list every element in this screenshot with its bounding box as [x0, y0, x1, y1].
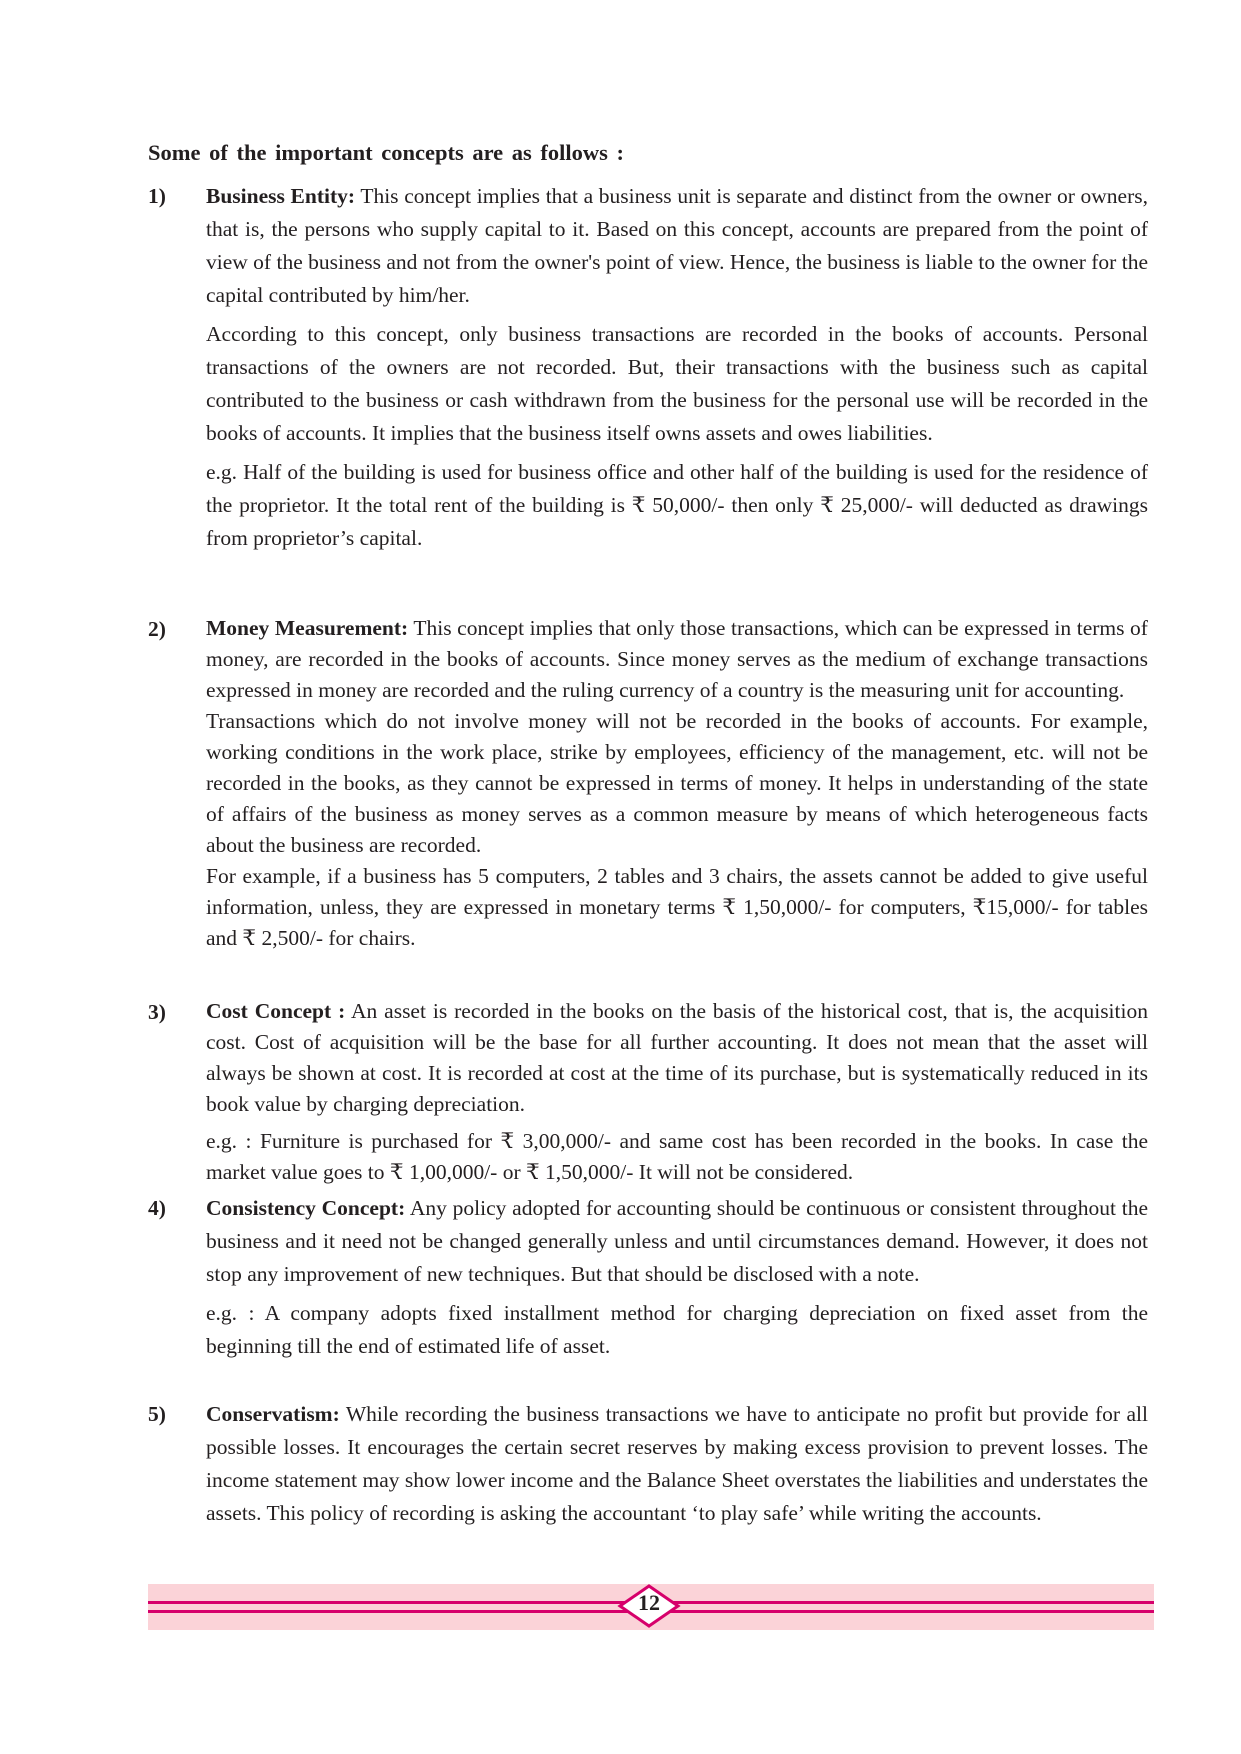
item-heading: Consistency Concept: [206, 1196, 406, 1220]
item-number: 5) [148, 1402, 166, 1426]
item-body [206, 180, 1148, 555]
item-heading: Cost Concept : [206, 999, 346, 1023]
item-heading: Money Measurement: [206, 616, 409, 640]
item-body [206, 613, 1148, 954]
item-number: 3) [148, 1000, 166, 1024]
concept-item-money-measurement [148, 613, 1148, 954]
item-example: e.g. Half of the building is used for business office and other half of the building is used for the residence of the proprietor. It the total rent of the building is ₹ 50,000/- then only ₹ 25,000/- will deducted as drawings from proprietor’s capital. [206, 460, 1148, 550]
concept-item-business-entity [148, 180, 1148, 555]
item-number: 4) [148, 1196, 166, 1220]
item-heading: Business Entity: [206, 184, 356, 208]
item-text: This concept implies that only those transactions, which can be expressed in terms of money, are recorded in the books of accounts. Since money serves as the medium of exchange transactions expressed in money are recorded and the ruling currency of a country is the measuring unit for accounting. [206, 616, 1148, 702]
item-paragraph [206, 996, 1148, 1120]
item-text: While recording the business transactions we have to anticipate no profit but provide for all possible losses. It encourages the certain secret reserves by making excess provision to prevent losses. The income statement may show lower income and the Balance Sheet overstates the liabilities and understates the assets. This policy of recording is asking the accountant ‘to play safe’ while writing the accounts. [206, 1402, 1148, 1525]
item-paragraph [206, 1398, 1148, 1530]
item-paragraph-2: Transactions which do not involve money will not be recorded in the books of accounts. For example, working conditions in the work place, strike by employees, efficiency of the management, etc. will not be recorded in the books, as they cannot be expressed in terms of money. It helps in understanding of the state of affairs of the business as money serves as a common measure by means of which heterogeneous facts about the business are recorded. [206, 709, 1148, 857]
section-intro: Some of the important concepts are as follows : [148, 140, 625, 165]
item-body [206, 1398, 1148, 1530]
page-footer [148, 1584, 1154, 1630]
concept-item-cost-concept [148, 996, 1148, 1188]
item-text: This concept implies that a business unit is separate and distinct from the owner or owners, that is, the persons who supply capital to it. Based on this concept, accounts are prepared from the point of view of the business and not from the owner's point of view. Hence, the business is liable to the owner for the capital contributed by him/her. [206, 184, 1149, 307]
item-paragraph-2: According to this concept, only business transactions are recorded in the books of accounts. Personal transactions of the owners are not recorded. But, their transactions with the business such as capital contributed to the business or cash withdrawn from the business for the personal use will be recorded in the books of accounts. It implies that the business itself owns assets and owes liabilities. [206, 322, 1148, 445]
item-text: Any policy adopted for accounting should be continuous or consistent throughout the business and it need not be changed generally unless and until circumstances demand. However, it does not stop any improvement of new techniques. But that should be disclosed with a note. [206, 1196, 1148, 1286]
page-number: 12 [638, 1590, 660, 1615]
item-body [206, 1192, 1148, 1363]
item-example: e.g. : A company adopts fixed installment method for charging depreciation on fixed asset from the beginning till the end of estimated life of asset. [206, 1301, 1148, 1358]
item-number: 2) [148, 617, 166, 641]
concept-item-consistency [148, 1192, 1148, 1363]
item-example: For example, if a business has 5 computers, 2 tables and 3 chairs, the assets cannot be added to give useful information, unless, they are expressed in monetary terms ₹ 1,50,000/- for computers, ₹15,000/- for tables and ₹ 2,500/- for chairs. [206, 864, 1148, 950]
item-body [206, 996, 1148, 1188]
item-paragraph [206, 613, 1148, 706]
item-text: An asset is recorded in the books on the basis of the historical cost, that is, the acquisition cost. Cost of acquisition will be the base for all further accounting. It does not mean that the asset will always be shown at cost. It is recorded at cost at the time of its purchase, but is systematically reduced in its book value by charging depreciation. [206, 999, 1148, 1116]
item-heading: Conservatism: [206, 1402, 340, 1426]
item-example: e.g. : Furniture is purchased for ₹ 3,00,000/- and same cost has been recorded in the books. In case the market value goes to ₹ 1,00,000/- or ₹ 1,50,000/- It will not be considered. [206, 1129, 1148, 1184]
item-number: 1) [148, 184, 166, 208]
concept-item-conservatism [148, 1398, 1148, 1530]
item-paragraph [206, 180, 1148, 312]
item-paragraph [206, 1192, 1148, 1291]
